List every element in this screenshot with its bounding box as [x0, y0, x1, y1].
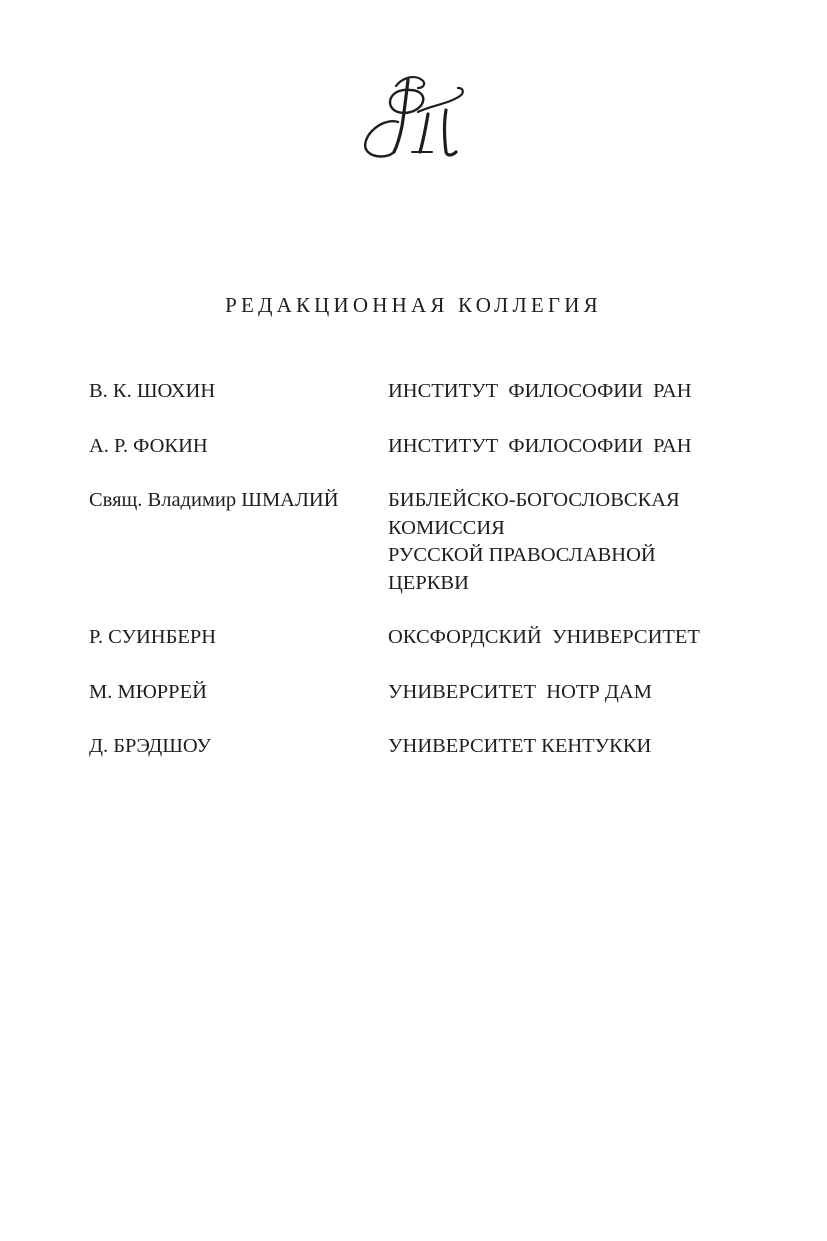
member-name: Р. СУИНБЕРН	[89, 626, 217, 648]
member-affiliation	[388, 487, 749, 597]
board-member-row	[89, 433, 749, 461]
affiliation-line: ИНСТИТУТ ФИЛОСОФИИ РАН	[388, 380, 692, 402]
affiliation-line: ОКСФОРДСКИЙ УНИВЕРСИТЕТ	[388, 626, 700, 648]
affiliation-line: УНИВЕРСИТЕТ КЕНТУККИ	[388, 735, 652, 757]
ft-monogram-logo	[358, 66, 470, 162]
board-member-row	[89, 679, 749, 707]
affiliation-line: ИНСТИТУТ ФИЛОСОФИИ РАН	[388, 434, 692, 457]
member-name: Д. БРЭДШОУ	[89, 735, 212, 757]
board-member-row	[89, 624, 749, 652]
member-name: М. МЮРРЕЙ	[89, 680, 207, 703]
member-affiliation	[388, 733, 749, 761]
affiliation-line: РУССКОЙ ПРАВОСЛАВНОЙ	[388, 544, 656, 566]
member-name: Свящ. Владимир ШМАЛИЙ	[89, 489, 339, 511]
member-affiliation	[388, 624, 749, 652]
editorial-board-list	[89, 378, 749, 788]
affiliation-line: КОМИССИЯ	[388, 516, 505, 539]
affiliation-line: БИБЛЕЙСКО-БОГОСЛОВСКАЯ	[388, 489, 680, 511]
member-name: А. Р. ФОКИН	[89, 434, 208, 457]
board-member-row	[89, 378, 749, 406]
member-affiliation	[388, 378, 749, 406]
affiliation-line: УНИВЕРСИТЕТ НОТР ДАМ	[388, 680, 652, 703]
board-member-row	[89, 487, 749, 597]
affiliation-line: ЦЕРКВИ	[388, 571, 469, 594]
board-member-row	[89, 733, 749, 761]
member-name: В. К. ШОХИН	[89, 380, 216, 402]
member-affiliation	[388, 433, 749, 461]
member-affiliation	[388, 679, 749, 707]
editorial-board-heading: РЕДАКЦИОННАЯ КОЛЛЕГИЯ	[225, 293, 602, 317]
